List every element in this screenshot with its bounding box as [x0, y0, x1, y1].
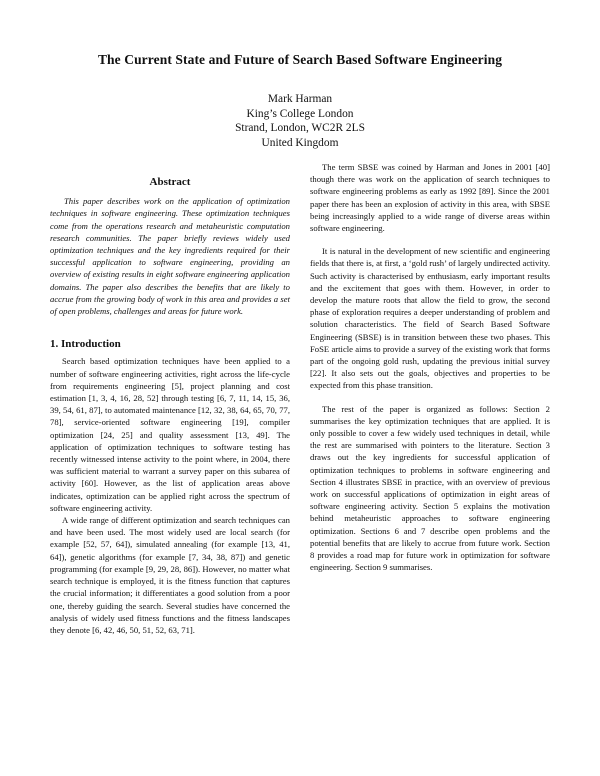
intro-paragraph-4: It is natural in the development of new scientific and engineering fields that there is, at first, a ‘gold rush’ of largely undirected activity. Such activity is characterised by enthusiasm, early important results and the excitement that goes with them. However, in order to develop the mature roots that allow the field to grow, the second phase of exploration requires a deeper understanding of problem and solution characteristics. The field of Search Based Software Engineering (SBSE) is in transition between these two phases. This FoSE article aims to provide a survey of the existing work that forms part of the ongoing gold rush, updating the previous initial survey [22]. It also sets out the goals, objectives and properties to be expected from this phase transition. [310, 246, 550, 391]
abstract-text: This paper describes work on the application of optimization techniques in software engineering. These optimization techniques come from the operations research and metaheuristic computation research communities. The paper briefly reviews widely used optimization techniques and the key ingredients required for their successful application to software engineering, providing an overview of existing results in eight software engineering application domains. The paper also describes the benefits that are likely to accrue from the growing body of work in this area and provides a set of open problems, challenges and areas for future work. [50, 196, 290, 317]
right-column [310, 161, 550, 574]
author-country: United Kingdom [261, 136, 339, 149]
author-block [0, 92, 600, 150]
abstract-heading: Abstract [149, 176, 191, 188]
intro-paragraph-5: The rest of the paper is organized as follows: Section 2 summarises the key optimization techniques that are applied. It is only possible to cover a few widely used techniques in detail, while the rest are summarised with pointers to the literature. Section 3 draws out the key ingredients for successful application of optimization techniques to problems in software engineering and Section 4 illustrates SBSE in practice, with an overview of previous work on successful applications of optimization in eight areas of software engineering activity. Section 5 explains the motivation behind metaheuristic approaches to software engineering optimization. Sections 6 and 7 describe open problems and the potential benefits that are likely to accrue from future work. Section 8 provides a road map for future work in optimization for software engineering. Section 9 summarises. [310, 403, 550, 573]
introduction-heading: 1. Introduction [50, 338, 121, 351]
author-name: Mark Harman [267, 93, 333, 105]
left-column [50, 176, 290, 636]
author-address: Strand, London, WC2R 2LS [235, 122, 365, 135]
paper-title: The Current State and Future of Search Based Software Engineering [97, 52, 503, 67]
intro-paragraph-2: A wide range of different optimization and search techniques can and have been used. The most widely used are local search (for example [52, 57, 64]), simulated annealing (for example [13, 41, 64]), genetic algorithms (for example [7, 34, 38, 87]) and genetic programming (for example [9, 29, 28, 86]). However, no matter what search technique is employed, it is the fitness function that captures the crucial information; it differentiates a good solution from a poor one, thereby guiding the search. Several studies have concerned the analysis of widely used fitness functions and the fitness landscapes they denote [6, 42, 46, 50, 51, 52, 63, 71]. [50, 515, 290, 635]
intro-paragraph-1: Search based optimization techniques have been applied to a number of software engineering activities, right across the life-cycle from requirements engineering [5], project planning and cost estimation [1, 3, 4, 16, 28, 52] through testing [6, 7, 11, 14, 15, 36, 39, 54, 61, 87], to automated maintenance [12, 32, 38, 64, 65, 70, 77, 78], service-oriented software engineering [19], compiler optimization [24, 25] and quality assessment [13, 49]. The application of optimization techniques to software testing has recently witnessed intense activity to the point where, in 2004, there was sufficient material to warrant a survey paper on this subarea of activity [60]. However, as the list of application areas above indicates, optimization can be applied right across the spectrum of software engineering activity. [50, 356, 290, 513]
intro-paragraph-3: The term SBSE was coined by Harman and Jones in 2001 [40] though there was work on the application of search techniques to software engineering problems as early as 1992 [89]. Since the 2001 paper there has been an explosion of activity in this area, with SBSE being increasingly applied to a wide range of diverse areas within software engineering. [310, 162, 550, 234]
author-affiliation: King’s College London [246, 107, 354, 120]
